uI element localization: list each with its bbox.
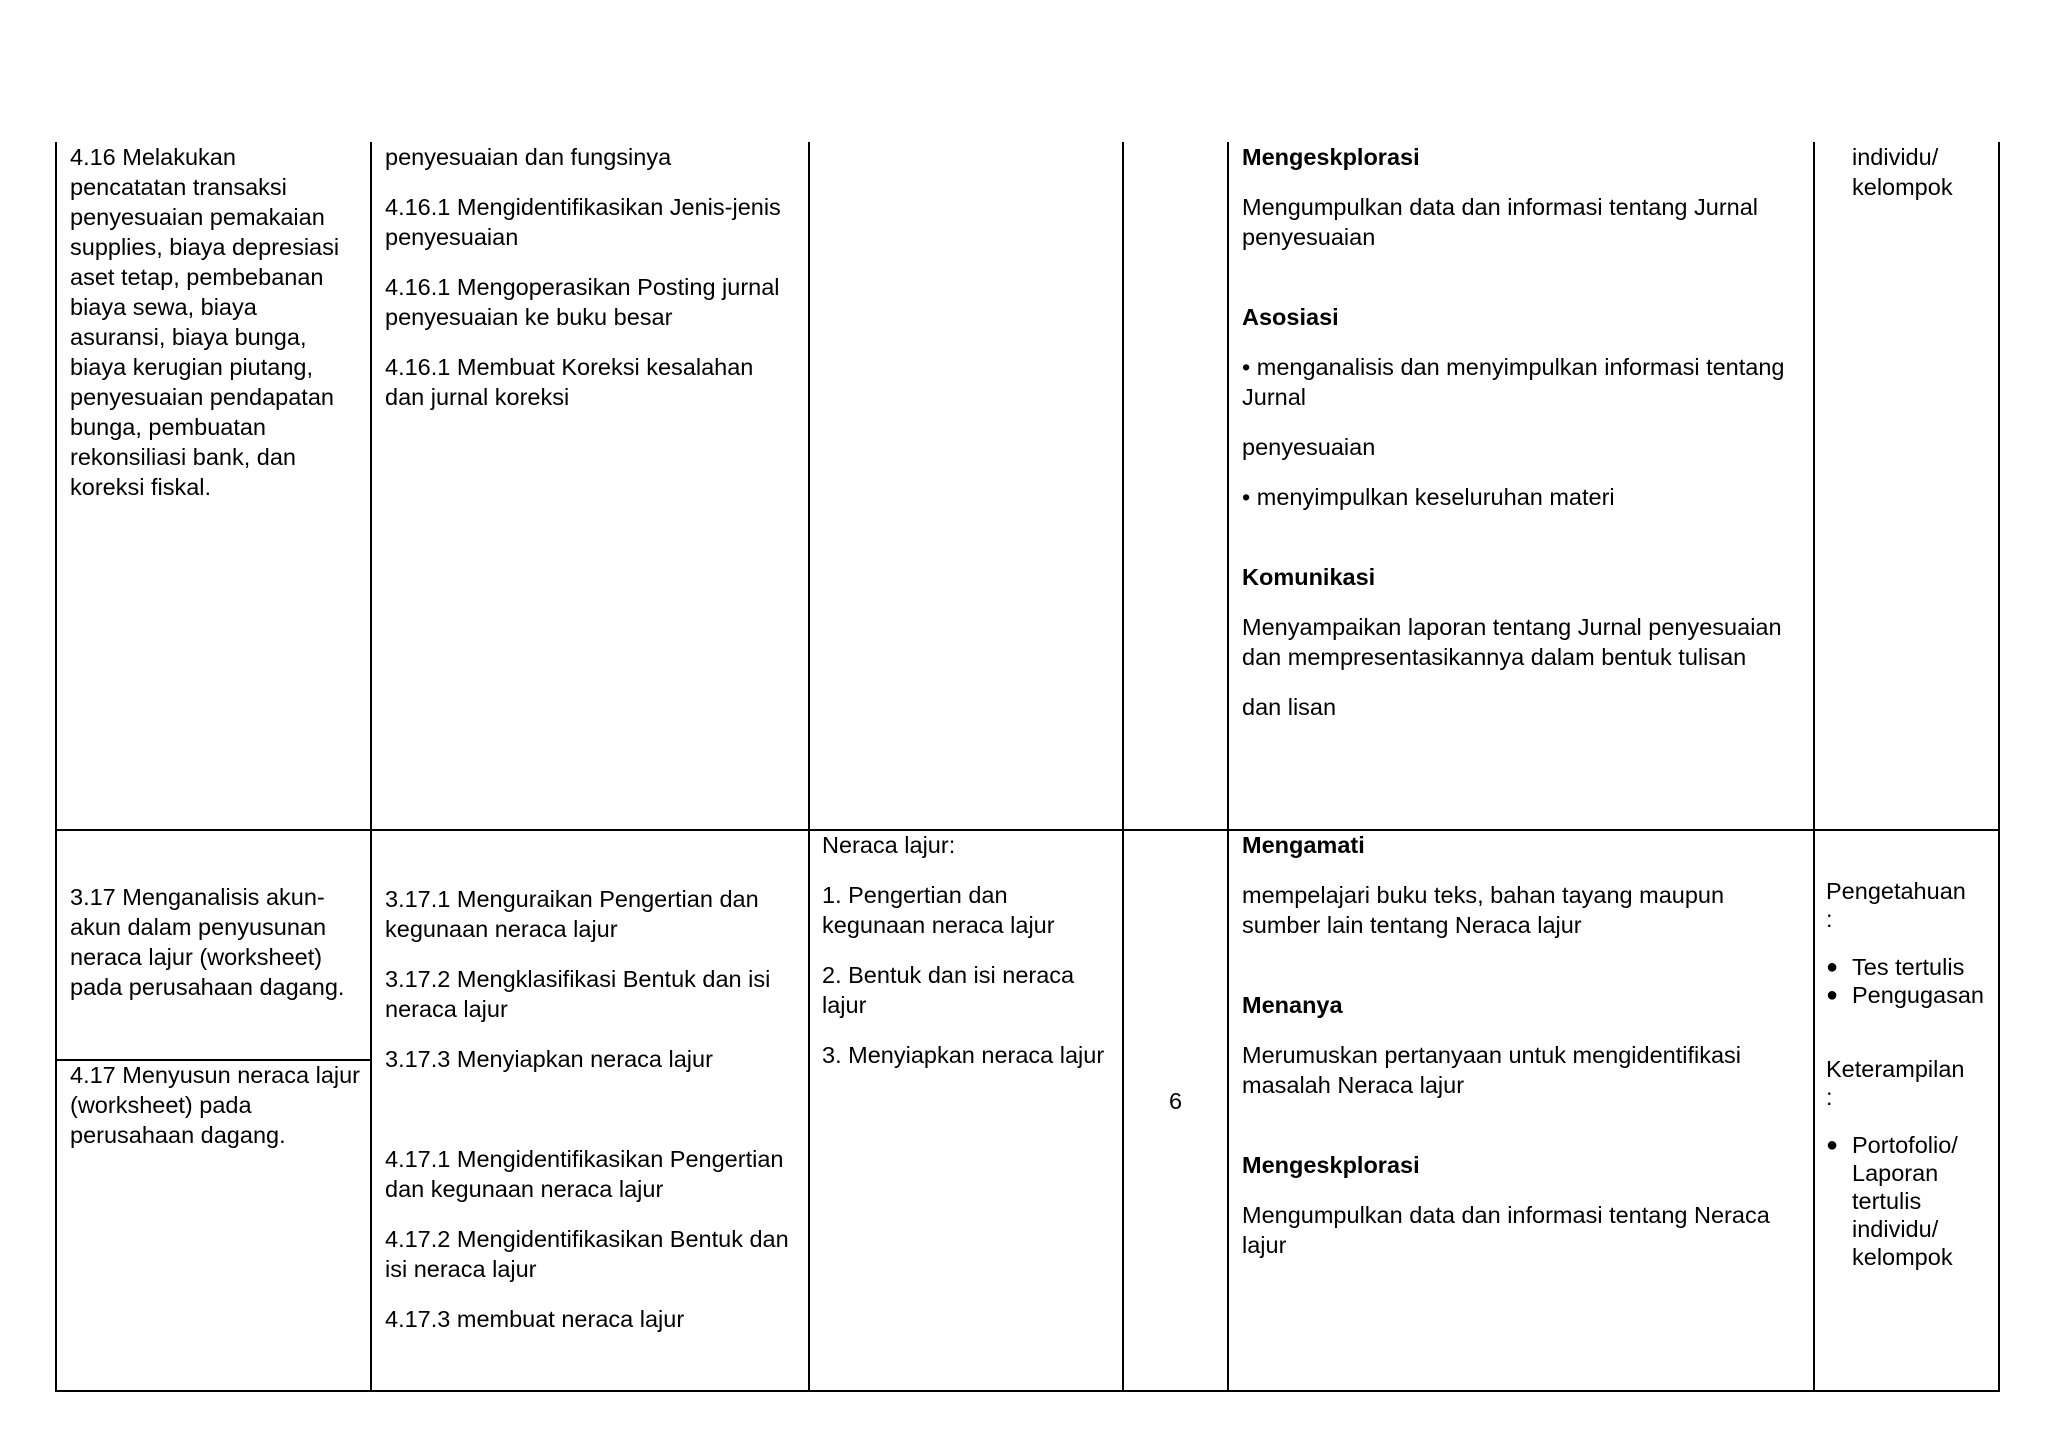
activity-text: penyesuaian: [1242, 434, 1376, 460]
competency-cell-4-17: [70, 1060, 360, 1150]
table-border-bottom: [55, 1390, 2000, 1392]
activity-text: mempelajari buku teks, bahan tayang maupun sumber lain tentang Neraca lajur: [1242, 882, 1725, 938]
competency-4-17-text: 4.17 Menyusun neraca lajur (worksheet) pada perusahaan dagang.: [70, 1062, 361, 1148]
indicator-3-17-1: 3.17.1 Menguraikan Pengertian dan kegunaan neraca lajur: [385, 886, 759, 942]
assessment-heading-keterampilan: Keterampilan: [1826, 1056, 1965, 1082]
column-divider-4: [1227, 142, 1229, 1390]
indicator-4-16-1-a: 4.16.1 Mengidentifikasikan Jenis-jenis penyesuaian: [385, 194, 781, 250]
indicator-4-17-2: 4.17.2 Mengidentifikasikan Bentuk dan isi neraca lajur: [385, 1226, 789, 1282]
indicator-4-16-1-c: 4.16.1 Membuat Koreksi kesalahan dan jurnal koreksi: [385, 354, 754, 410]
learning-activity-cell-2: [1242, 830, 1804, 1280]
time-allocation-value: 6: [1168, 1088, 1183, 1114]
activity-text: • menganalisis dan menyimpulkan informasi tentang Jurnal: [1242, 354, 1785, 410]
assessment-colon: :: [1826, 1084, 1833, 1110]
column-divider-5: [1813, 142, 1815, 1390]
activity-text: Mengumpulkan data dan informasi tentang Jurnal penyesuaian: [1242, 194, 1759, 250]
activity-heading-asosiasi: Asosiasi: [1242, 304, 1339, 330]
indicator-4-17-1: 4.17.1 Mengidentifikasikan Pengertian dan kegunaan neraca lajur: [385, 1146, 784, 1202]
column-divider-1: [370, 142, 372, 1390]
assessment-item: ● Portofolio/ Laporan tertulis individu/ kelompok: [1826, 1131, 1996, 1271]
assessment-list-pengetahuan: [1826, 953, 1996, 1009]
competency-4-16-text: 4.16 Melakukan pencatatan transaksi penyesuaian pemakaian supplies, biaya depresiasi aset tetap, pembebanan biaya sewa, biaya asuransi, biaya bunga, biaya kerugian piutang, penyesuaian pendapatan bunga, pembuatan rekonsiliasi bank, dan koreksi fiskal.: [70, 144, 340, 500]
competency-3-17-text: 3.17 Menganalisis akun-akun dalam penyusunan neraca lajur (worksheet) pada perusahaan dagang.: [70, 884, 345, 1000]
material-item-3: 3. Menyiapkan neraca lajur: [822, 1042, 1105, 1068]
activity-text: Merumuskan pertanyaan untuk mengidentifikasi masalah Neraca lajur: [1242, 1042, 1741, 1098]
activity-text: Mengumpulkan data dan informasi tentang Neraca lajur: [1242, 1202, 1770, 1258]
indicator-text: penyesuaian dan fungsinya: [385, 144, 672, 170]
activity-heading-mengeksplorasi: Mengeskplorasi: [1242, 144, 1420, 170]
activity-text: Menyampaikan laporan tentang Jurnal penyesuaian dan mempresentasikannya dalam bentuk tulisan: [1242, 614, 1782, 670]
material-title: Neraca lajur:: [822, 832, 956, 858]
activity-text: • menyimpulkan keseluruhan materi: [1242, 484, 1615, 510]
indicator-3-17-2: 3.17.2 Mengklasifikasi Bentuk dan isi neraca lajur: [385, 966, 771, 1022]
activity-text: dan lisan: [1242, 694, 1337, 720]
material-item-2: 2. Bentuk dan isi neraca lajur: [822, 962, 1075, 1018]
column-divider-3: [1122, 142, 1124, 1390]
column-divider-2: [808, 142, 810, 1390]
assessment-cell-1: [1852, 142, 1992, 222]
assessment-item: ● Pengugasan: [1826, 981, 1996, 1009]
material-cell: [822, 830, 1114, 1090]
table-border-left: [55, 142, 57, 1390]
activity-heading-menanya: Menanya: [1242, 992, 1343, 1018]
material-item-1: 1. Pengertian dan kegunaan neraca lajur: [822, 882, 1055, 938]
activity-heading-mengeksplorasi: Mengeskplorasi: [1242, 1152, 1420, 1178]
learning-activity-cell-1: [1242, 142, 1804, 742]
indicator-4-16-1-b: 4.16.1 Mengoperasikan Posting jurnal penyesuaian ke buku besar: [385, 274, 780, 330]
table-border-right: [1998, 142, 2000, 1390]
assessment-heading-pengetahuan: Pengetahuan: [1826, 878, 1966, 904]
assessment-colon: :: [1826, 906, 1833, 932]
activity-heading-komunikasi: Komunikasi: [1242, 564, 1376, 590]
indicator-4-17-3: 4.17.3 membuat neraca lajur: [385, 1306, 685, 1332]
indicator-cell-3-17: [385, 884, 795, 1354]
indicator-3-17-3: 3.17.3 Menyiapkan neraca lajur: [385, 1046, 713, 1072]
competency-cell-4-16: [70, 142, 370, 502]
assessment-list-keterampilan: [1826, 1131, 1996, 1271]
assessment-text: individu/ kelompok: [1852, 144, 1953, 200]
competency-cell-3-17: [70, 882, 360, 1002]
assessment-item: ● Tes tertulis: [1826, 953, 1996, 981]
assessment-cell-2: [1826, 877, 1996, 1271]
indicator-cell-4-16: [385, 142, 795, 432]
activity-heading-mengamati: Mengamati: [1242, 832, 1365, 858]
time-allocation-cell: [1124, 1086, 1227, 1136]
